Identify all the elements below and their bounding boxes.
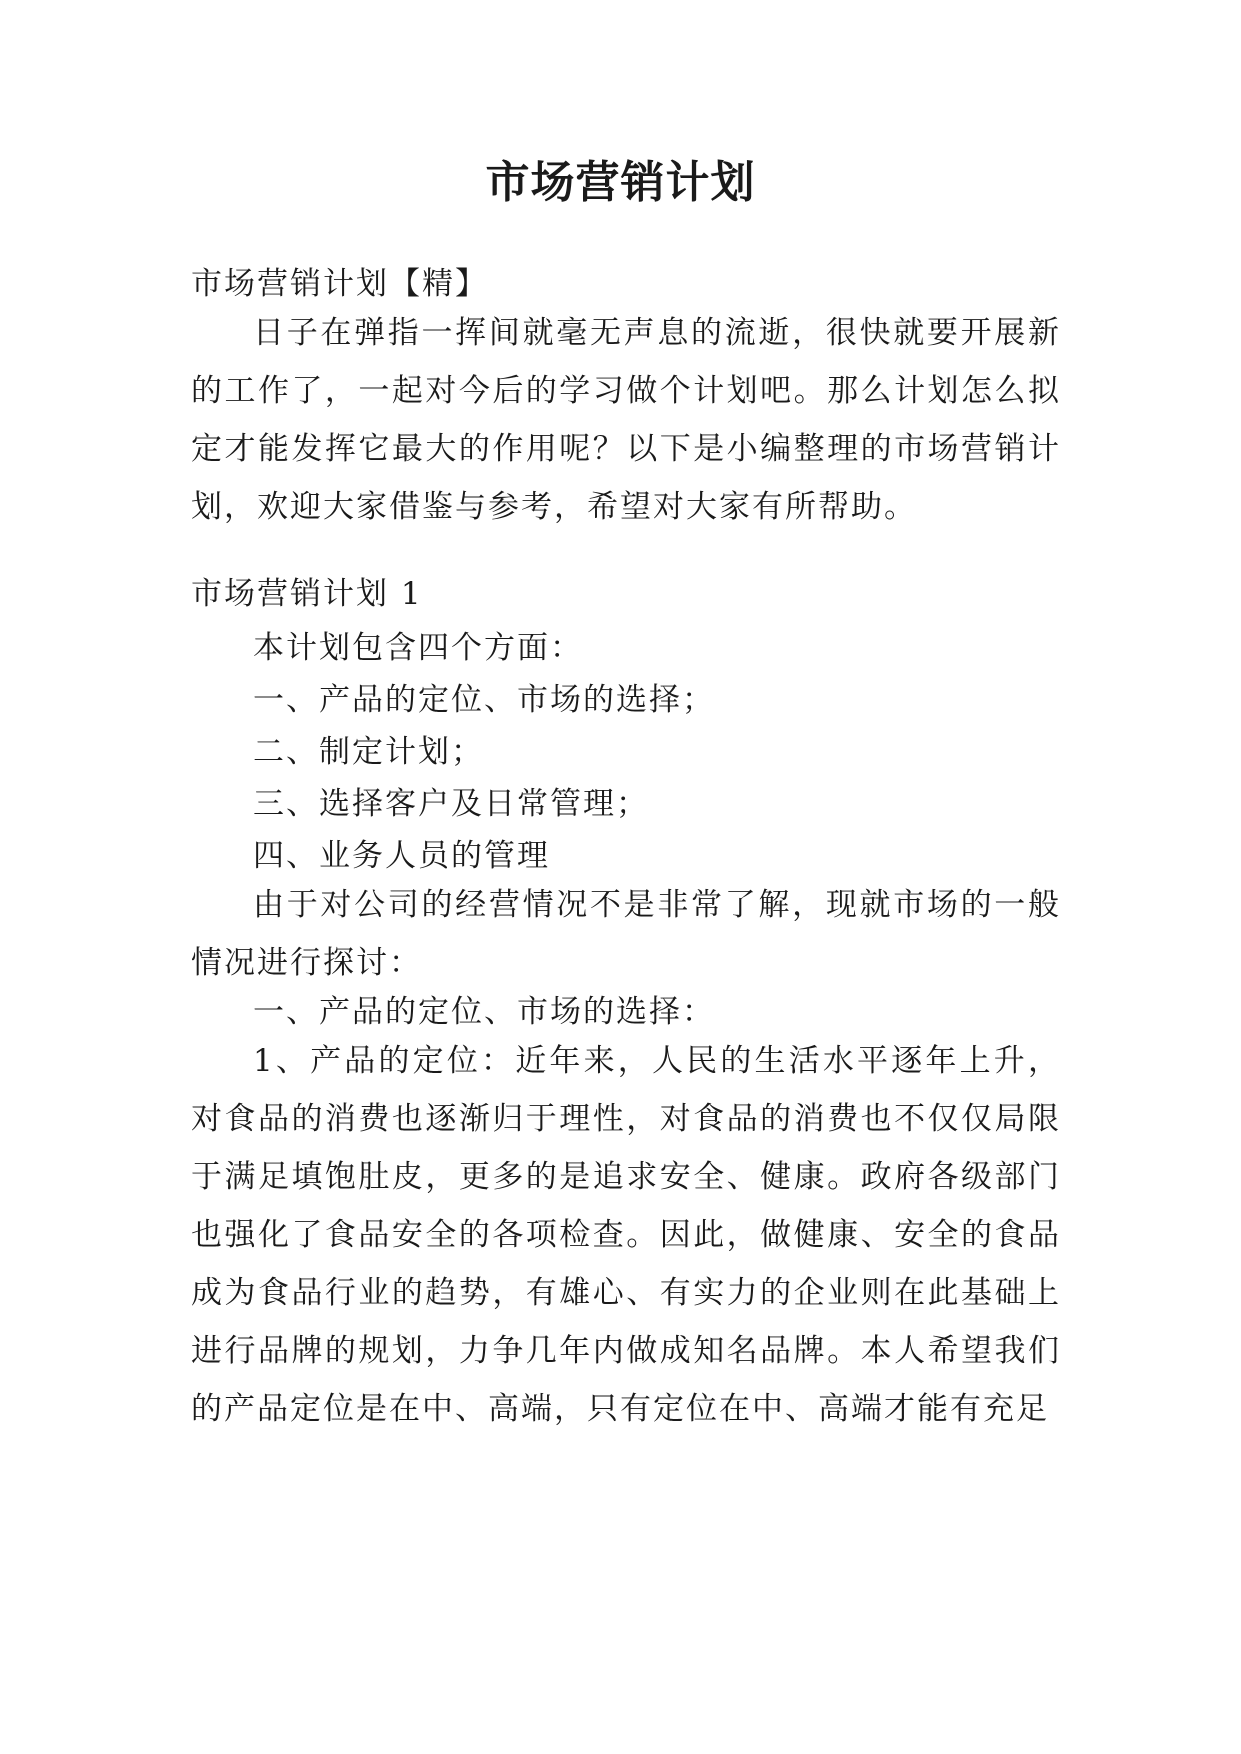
list-item: 一、产品的定位、市场的选择； [253, 682, 715, 718]
situation-paragraph: 由于对公司的经营情况不是非常了解，现就市场的一般情况进行探讨： [191, 887, 1061, 981]
section-heading: 市场营销计划 1 [191, 576, 423, 612]
document-title: 市场营销计划 [485, 157, 756, 208]
list-item: 二、制定计划； [253, 734, 484, 770]
aspects-intro: 本计划包含四个方面： [253, 630, 583, 666]
list-item: 三、选择客户及日常管理； [253, 786, 649, 822]
section-heading: 市场营销计划【精】 [191, 266, 488, 302]
subsection-title: 一、产品的定位、市场的选择： [253, 994, 715, 1030]
body-paragraph: 1、产品的定位：近年来，人民的生活水平逐年上升，对食品的消费也逐渐归于理性，对食品的消费也不仅仅局限于满足填饱肚皮，更多的是追求安全、健康。政府各级部门也强化了食品安全的各项检查。因此，做健康、安全的食品成为食品行业的趋势，有雄心、有实力的企业则在此基础上进行品牌的规划，力争几年内做成知名品牌。本人希望我们的产品定位是在中、高端，只有定位在中、高端才能有充足 [191, 1043, 1061, 1427]
list-item: 四、业务人员的管理 [253, 838, 550, 874]
intro-paragraph: 日子在弹指一挥间就毫无声息的流逝，很快就要开展新的工作了，一起对今后的学习做个计划吧。那么计划怎么拟定才能发挥它最大的作用呢？以下是小编整理的市场营销计划，欢迎大家借鉴与参考，希望对大家有所帮助。 [191, 315, 1061, 525]
